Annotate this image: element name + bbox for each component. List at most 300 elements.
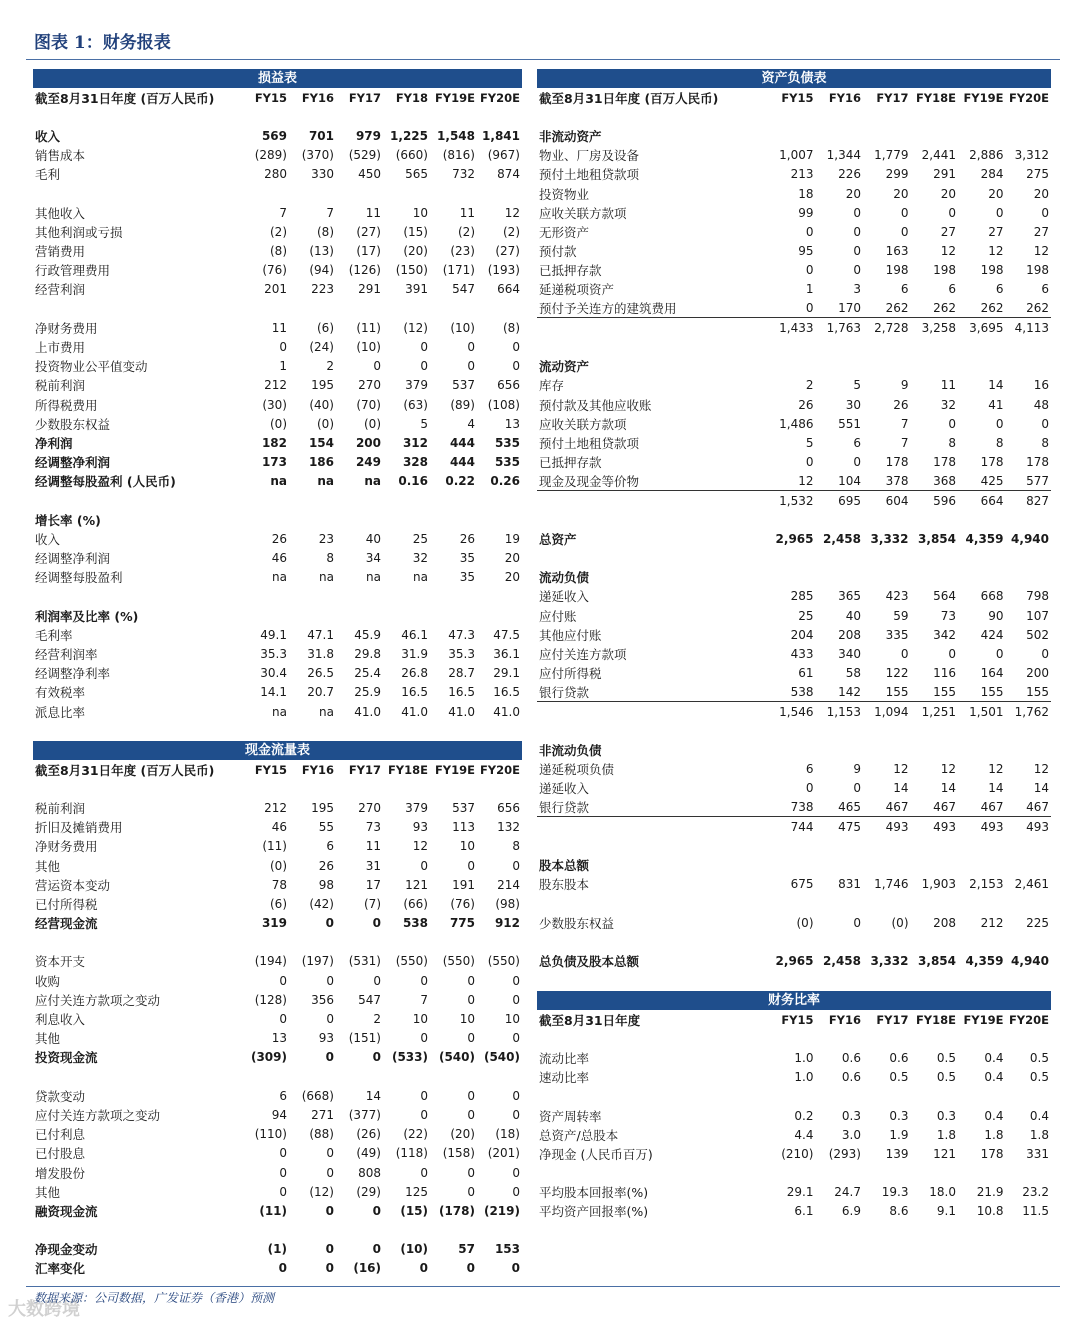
table-row xyxy=(537,299,1051,318)
row-value: 280 xyxy=(264,167,287,182)
row-label: 流动资产 xyxy=(539,359,590,375)
row-value: 664 xyxy=(980,493,1004,508)
table-row xyxy=(33,280,522,299)
row-value: (289) xyxy=(254,148,287,163)
row-value: 0.4 xyxy=(984,1108,1004,1123)
row-value: 569 xyxy=(261,128,287,143)
table-row xyxy=(33,990,522,1009)
row-value: 6 xyxy=(326,839,334,854)
table-row xyxy=(33,453,522,472)
table-row xyxy=(33,203,522,222)
table-row xyxy=(33,126,522,145)
table-row xyxy=(537,1183,1051,1202)
row-value: 6 xyxy=(1041,282,1049,297)
row-value: (178) xyxy=(438,1203,475,1218)
row-value: 14.1 xyxy=(260,685,287,700)
table-row xyxy=(537,1048,1051,1067)
row-value: 27 xyxy=(940,224,956,239)
header-col: FY15 xyxy=(254,762,287,777)
row-value: 6 xyxy=(805,762,814,777)
table-row xyxy=(537,1125,1051,1144)
row-label: 营销费用 xyxy=(35,244,86,260)
row-value: (0) xyxy=(891,915,909,930)
spacer-row xyxy=(33,184,522,203)
row-value: (76) xyxy=(262,263,287,278)
row-value: 467 xyxy=(1026,800,1049,815)
header-col: FY20E xyxy=(1008,1012,1049,1027)
row-value: 0 xyxy=(995,416,1004,431)
row-value: 391 xyxy=(405,282,428,297)
row-value: (15) xyxy=(403,224,428,239)
header-col: FY16 xyxy=(301,762,334,777)
row-value: 0 xyxy=(326,1012,334,1027)
row-value: 0 xyxy=(900,205,909,220)
header-col: FY16 xyxy=(301,90,334,105)
spacer-row xyxy=(537,1087,1051,1106)
table-row xyxy=(537,184,1051,203)
row-value: 291 xyxy=(358,282,381,297)
row-value: 0 xyxy=(420,1107,428,1122)
row-value: 0 xyxy=(948,647,956,662)
row-label: 净财务费用 xyxy=(35,320,98,336)
header-label: 截至8月31日年度 xyxy=(539,1012,641,1028)
row-value: (0) xyxy=(364,416,381,431)
table-row xyxy=(537,261,1051,280)
row-value: 40 xyxy=(365,531,381,546)
row-value: (529) xyxy=(348,148,381,163)
row-value: 23 xyxy=(318,531,334,546)
table-row xyxy=(33,414,522,433)
row-value: 668 xyxy=(980,589,1004,604)
header-col: FY18E xyxy=(387,762,428,777)
row-value: 467 xyxy=(885,800,909,815)
table-row xyxy=(537,146,1051,165)
row-value: 178 xyxy=(933,455,956,470)
row-value: na xyxy=(272,570,287,585)
row-value: 104 xyxy=(838,473,861,488)
row-value: 10 xyxy=(412,1012,428,1027)
table-row xyxy=(537,203,1051,222)
row-value: 379 xyxy=(405,378,428,393)
row-value: (63) xyxy=(403,397,428,412)
table-row xyxy=(33,222,522,241)
row-value: 29.1 xyxy=(786,1185,814,1200)
row-value: 0.4 xyxy=(984,1050,1004,1065)
row-value: (27) xyxy=(356,224,381,239)
row-value: (0) xyxy=(317,416,334,431)
row-value: 9.1 xyxy=(936,1204,956,1219)
row-value: 2,728 xyxy=(874,320,909,335)
row-value: 0 xyxy=(420,359,428,374)
row-value: 41.0 xyxy=(493,704,520,719)
row-value: 121 xyxy=(405,877,428,892)
row-value: 13 xyxy=(271,1031,287,1046)
row-value: (10) xyxy=(400,1242,428,1257)
row-value: 26 xyxy=(318,858,334,873)
row-value: 577 xyxy=(1026,473,1049,488)
row-value: 0 xyxy=(279,1184,287,1199)
row-value: (49) xyxy=(356,1146,381,1161)
financial-ratios-title: 财务比率 xyxy=(537,991,1051,1010)
row-value: 433 xyxy=(790,647,814,662)
row-value: 182 xyxy=(261,435,287,450)
row-value: 467 xyxy=(933,800,956,815)
spacer-row xyxy=(537,510,1051,529)
spacer-row xyxy=(537,549,1051,568)
row-value: 59 xyxy=(893,608,909,623)
row-value: (70) xyxy=(356,397,381,412)
row-value: 7 xyxy=(900,416,909,431)
cash-flow-title: 现金流量表 xyxy=(33,741,522,760)
table-row xyxy=(537,683,1051,702)
row-value: 493 xyxy=(980,819,1004,834)
row-label: 总资产/总股本 xyxy=(539,1127,619,1143)
table-row xyxy=(537,357,1051,376)
table-row xyxy=(33,549,522,568)
table-row xyxy=(33,318,522,337)
row-value: (118) xyxy=(395,1146,428,1161)
table-row xyxy=(537,606,1051,625)
row-value: 0 xyxy=(420,858,428,873)
table-row xyxy=(537,740,1051,759)
row-value: 225 xyxy=(1026,915,1049,930)
table-row xyxy=(33,1201,522,1220)
row-label: 行政管理费用 xyxy=(35,263,111,279)
row-label: 有效税率 xyxy=(35,685,86,701)
row-value: 1,094 xyxy=(874,704,909,719)
table-row xyxy=(33,1144,522,1163)
row-value: (550) xyxy=(442,954,475,969)
row-value: 6 xyxy=(948,282,956,297)
row-value: 538 xyxy=(402,916,428,931)
row-value: 0 xyxy=(467,359,475,374)
source-note: 数据来源：公司数据，广发证券（香港）预测 xyxy=(34,1291,275,1305)
row-label: 总资产 xyxy=(539,531,577,547)
row-value: 46.1 xyxy=(401,627,428,642)
row-value: 12 xyxy=(1033,244,1049,259)
row-value: 291 xyxy=(933,167,956,182)
row-value: 14 xyxy=(988,781,1004,796)
row-value: 8 xyxy=(512,839,520,854)
row-value: na xyxy=(319,704,334,719)
row-value: 0 xyxy=(467,1107,475,1122)
row-value: 125 xyxy=(405,1184,428,1199)
row-value: 20 xyxy=(1033,186,1049,201)
row-value: 0 xyxy=(279,1012,287,1027)
row-value: 1,007 xyxy=(779,148,814,163)
row-value: 0 xyxy=(853,455,861,470)
financial-ratios-panel xyxy=(537,991,1051,1221)
row-value: 46 xyxy=(271,820,287,835)
row-value: 656 xyxy=(497,378,520,393)
row-label: 营运资本变动 xyxy=(35,877,111,893)
row-label: 其他 xyxy=(35,858,61,874)
table-row xyxy=(33,472,522,491)
row-value: 335 xyxy=(885,627,909,642)
row-value: 121 xyxy=(933,1146,956,1161)
row-value: 200 xyxy=(355,435,381,450)
row-value: 1 xyxy=(279,359,287,374)
table-row xyxy=(33,357,522,376)
row-value: 979 xyxy=(355,128,381,143)
row-value: 1,548 xyxy=(437,128,475,143)
table-row xyxy=(33,242,522,261)
figure-title: 图表 1：财务报表 xyxy=(34,33,171,53)
row-value: (110) xyxy=(254,1127,287,1142)
row-label: 融资现金流 xyxy=(35,1203,98,1219)
row-value: 2,458 xyxy=(823,531,861,546)
row-value: 564 xyxy=(933,589,956,604)
table-row xyxy=(33,376,522,395)
row-value: 0 xyxy=(420,973,428,988)
row-value: 270 xyxy=(358,378,381,393)
row-value: (210) xyxy=(781,1146,814,1161)
row-value: 20 xyxy=(504,551,520,566)
row-value: 0 xyxy=(512,973,520,988)
table-row xyxy=(33,529,522,548)
row-value: 14 xyxy=(893,781,909,796)
table-row xyxy=(33,433,522,452)
row-value: 0 xyxy=(373,359,381,374)
row-value: 226 xyxy=(838,167,861,182)
row-value: 178 xyxy=(980,1146,1004,1161)
row-value: 0 xyxy=(512,858,520,873)
row-value: 6.9 xyxy=(841,1204,861,1219)
row-value: 139 xyxy=(885,1146,909,1161)
row-value: 12 xyxy=(988,762,1004,777)
table-row xyxy=(33,798,522,817)
row-value: 0.3 xyxy=(841,1108,861,1123)
spacer-row xyxy=(537,932,1051,951)
row-label: 已抵押存款 xyxy=(539,455,602,471)
row-value: 0 xyxy=(805,224,814,239)
row-value: 2,965 xyxy=(775,531,814,546)
row-value: 0 xyxy=(995,647,1004,662)
row-value: 178 xyxy=(980,455,1004,470)
row-value: 424 xyxy=(980,627,1004,642)
row-value: 312 xyxy=(402,435,428,450)
row-value: 284 xyxy=(980,167,1004,182)
row-value: 223 xyxy=(311,282,334,297)
header-col: FY19E xyxy=(963,1012,1004,1027)
row-value: 26 xyxy=(893,397,909,412)
row-value: 35.3 xyxy=(448,647,475,662)
row-value: (171) xyxy=(442,263,475,278)
row-value: (12) xyxy=(403,320,428,335)
row-value: 116 xyxy=(933,666,956,681)
row-label: 应付关连方款项之变动 xyxy=(35,1107,161,1123)
row-value: 6 xyxy=(995,282,1004,297)
row-label: 应付关连方款项之变动 xyxy=(35,992,161,1008)
row-value: (2) xyxy=(503,224,520,239)
row-value: 61 xyxy=(798,666,814,681)
row-label: 利润率及比率 (%) xyxy=(35,608,139,624)
row-value: (370) xyxy=(301,148,334,163)
table-row xyxy=(33,1086,522,1105)
row-value: 154 xyxy=(308,435,334,450)
row-label: 投资物业 xyxy=(539,186,590,202)
row-label: 税前利润 xyxy=(35,378,86,394)
row-value: 0 xyxy=(512,359,520,374)
row-value: 1,153 xyxy=(826,704,861,719)
row-label: 折旧及摊销费用 xyxy=(35,820,123,836)
row-value: (40) xyxy=(309,397,334,412)
row-value: (2) xyxy=(458,224,475,239)
row-value: 0 xyxy=(279,1146,287,1161)
row-value: (158) xyxy=(442,1146,475,1161)
row-value: 45.9 xyxy=(354,627,381,642)
table-row xyxy=(537,856,1051,875)
row-value: 775 xyxy=(449,916,475,931)
row-value: na xyxy=(317,474,334,489)
row-value: (150) xyxy=(395,263,428,278)
table-row xyxy=(33,1009,522,1028)
row-value: (89) xyxy=(450,397,475,412)
row-value: 29.8 xyxy=(354,647,381,662)
row-value: 285 xyxy=(790,589,814,604)
spacer-row xyxy=(537,1029,1051,1048)
row-value: 0.3 xyxy=(889,1108,909,1123)
row-label: 预付款及其他应收账 xyxy=(539,397,652,413)
row-value: 40 xyxy=(845,608,861,623)
row-value: 0 xyxy=(805,263,814,278)
row-value: 7 xyxy=(420,992,428,1007)
table-row xyxy=(537,242,1051,261)
table-row xyxy=(33,1029,522,1048)
row-value: 12 xyxy=(1033,762,1049,777)
header-label: 截至8月31日年度 (百万人民币) xyxy=(35,762,215,778)
row-value: 178 xyxy=(885,455,909,470)
row-value: 2,153 xyxy=(969,877,1004,892)
row-value: 798 xyxy=(1026,589,1049,604)
row-value: 493 xyxy=(885,819,909,834)
row-value: 173 xyxy=(261,455,287,470)
row-label: 现金及现金等价物 xyxy=(539,473,640,489)
row-value: 25.4 xyxy=(354,666,381,681)
row-value: (17) xyxy=(356,244,381,259)
row-value: 36.1 xyxy=(493,647,520,662)
row-value: 423 xyxy=(885,589,909,604)
row-value: 2,886 xyxy=(969,148,1004,163)
row-value: 0 xyxy=(853,244,861,259)
cash-flow-panel xyxy=(33,741,522,1278)
row-label: 其他 xyxy=(35,1184,61,1200)
row-value: 8 xyxy=(995,435,1004,450)
row-value: 0 xyxy=(372,916,381,931)
row-value: 356 xyxy=(311,992,334,1007)
row-value: 153 xyxy=(494,1242,520,1257)
row-value: 7 xyxy=(900,435,909,450)
row-value: 11 xyxy=(365,205,381,220)
row-value: 0 xyxy=(419,1261,428,1276)
row-value: 27 xyxy=(1033,224,1049,239)
table-row xyxy=(537,453,1051,472)
row-value: 1,225 xyxy=(390,128,428,143)
table-row xyxy=(537,433,1051,452)
row-value: 493 xyxy=(1026,819,1049,834)
spacer-row xyxy=(537,836,1051,855)
row-value: 874 xyxy=(497,167,520,182)
table-row xyxy=(33,337,522,356)
row-value: 535 xyxy=(494,435,520,450)
table-row xyxy=(537,664,1051,683)
row-value: 1,779 xyxy=(874,148,909,163)
row-value: 1.8 xyxy=(936,1127,956,1142)
row-value: 19 xyxy=(504,531,520,546)
header-col: FY18 xyxy=(395,90,428,105)
header-col: FY20E xyxy=(479,762,520,777)
row-label: 已付所得税 xyxy=(35,896,98,912)
table-row xyxy=(33,1163,522,1182)
row-label: 资产周转率 xyxy=(539,1108,602,1124)
row-label: 净利润 xyxy=(35,435,73,451)
row-value: 29.1 xyxy=(493,666,520,681)
row-value: 155 xyxy=(1026,684,1049,699)
row-value: (10) xyxy=(356,340,381,355)
row-value: (30) xyxy=(262,397,287,412)
row-value: (967) xyxy=(487,148,520,163)
row-value: (668) xyxy=(301,1088,334,1103)
row-value: 212 xyxy=(980,915,1004,930)
income-statement-rows xyxy=(33,88,522,721)
row-value: 328 xyxy=(402,455,428,470)
row-value: (20) xyxy=(403,244,428,259)
table-row xyxy=(537,529,1051,548)
balance-sheet-rows xyxy=(537,88,1051,971)
row-value: 16 xyxy=(1033,378,1049,393)
row-value: 340 xyxy=(838,647,861,662)
row-value: 10 xyxy=(504,1012,520,1027)
table-row xyxy=(537,1202,1051,1221)
row-label: 递延收入 xyxy=(539,781,590,797)
row-value: 0 xyxy=(373,973,381,988)
row-label: 银行贷款 xyxy=(539,800,590,816)
row-value: 3,258 xyxy=(921,320,956,335)
row-value: 0 xyxy=(467,1165,475,1180)
row-value: 3 xyxy=(853,282,861,297)
row-value: 547 xyxy=(358,992,381,1007)
row-value: 142 xyxy=(838,684,861,699)
row-value: (13) xyxy=(309,244,334,259)
row-value: 41.0 xyxy=(448,704,475,719)
table-row xyxy=(33,510,522,529)
row-value: (26) xyxy=(356,1127,381,1142)
row-label: 应付所得税 xyxy=(539,666,602,682)
row-value: 604 xyxy=(885,493,909,508)
row-value: 299 xyxy=(885,167,909,182)
table-row xyxy=(537,126,1051,145)
row-value: 0 xyxy=(372,1203,381,1218)
row-value: (22) xyxy=(403,1127,428,1142)
row-value: 214 xyxy=(497,877,520,892)
row-value: 1,344 xyxy=(826,148,861,163)
row-value: 319 xyxy=(261,916,287,931)
row-label: 汇率变化 xyxy=(35,1261,86,1277)
row-value: (531) xyxy=(348,954,381,969)
row-label: 应收关联方款项 xyxy=(539,205,627,221)
row-value: 1.9 xyxy=(889,1127,909,1142)
row-value: 11 xyxy=(365,839,381,854)
spacer-row xyxy=(33,779,522,798)
table-row xyxy=(537,1106,1051,1125)
row-value: (540) xyxy=(483,1050,520,1065)
row-value: (194) xyxy=(254,954,287,969)
table-row xyxy=(537,798,1051,817)
header-col: FY15 xyxy=(254,90,287,105)
table-row xyxy=(33,625,522,644)
row-value: 0.3 xyxy=(936,1108,956,1123)
row-value: 10.8 xyxy=(976,1204,1004,1219)
